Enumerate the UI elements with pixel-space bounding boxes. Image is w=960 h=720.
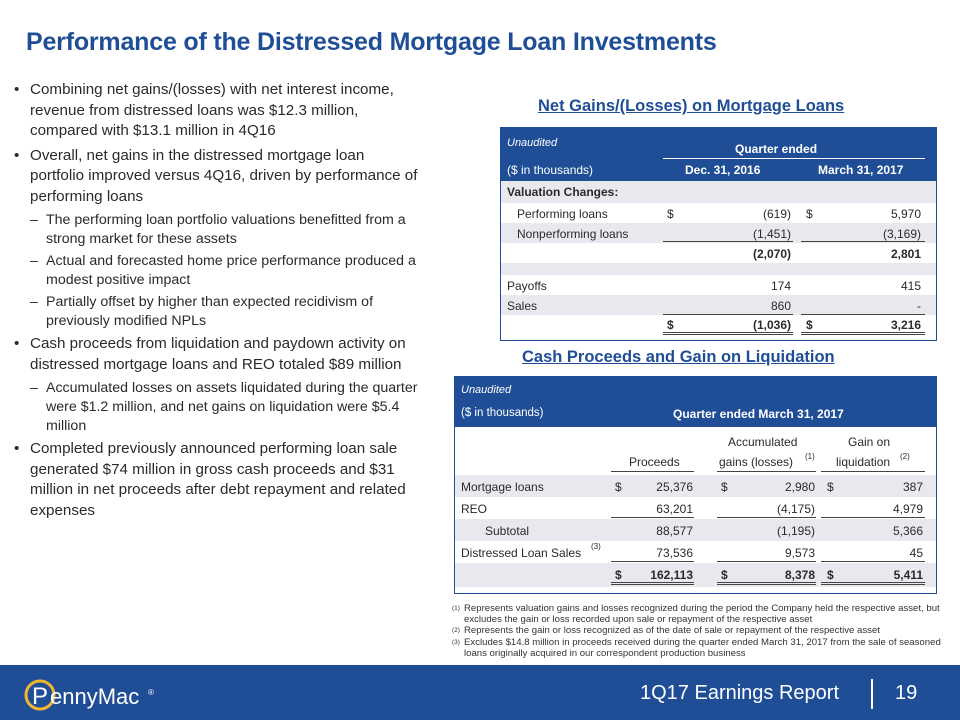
table-row	[501, 223, 936, 243]
double-underline	[821, 582, 925, 585]
currency-sign: $	[615, 480, 622, 494]
footnote: (2) Represents the gain or loss recognized as of the date of sale or repayment of the respective asset	[452, 625, 880, 637]
sub-bullet-item: – The performing loan portfolio valuations benefitted from a strong market for these assets	[30, 212, 406, 247]
logo-registered-mark: ®	[148, 688, 154, 697]
value-cell: 88,577	[656, 524, 693, 538]
report-title: 1Q17 Earnings Report	[640, 682, 840, 704]
row-label: Distressed Loan Sales	[461, 546, 582, 560]
footer-divider	[871, 679, 873, 709]
table-row	[501, 203, 936, 223]
footnote: (1) Represents valuation gains and losses recognized during the period the Company held the respective asset, but excludes the gain or loss recorded upon sale or repayment of the respective asset	[452, 603, 940, 626]
header-rule	[663, 158, 925, 159]
col-header: gains (losses)	[719, 455, 794, 469]
footnote: (3) Excludes $14.8 million in proceeds received during the quarter ended March 31, 2017 from the sale of seasoned loans originally acquired in our correspondent production business	[452, 636, 941, 659]
value-cell: 5,970	[890, 207, 921, 221]
total-cell: (1,036)	[752, 318, 791, 332]
bullet-text: Completed previously announced performing loan sale generated $74 million in gross cash proceeds and $31 million in net proceeds after debt repayment and related expenses	[30, 440, 406, 519]
col-header: Accumulated	[728, 435, 798, 449]
value-cell: 63,201	[656, 502, 693, 516]
sub-bullet-item: – Actual and forecasted home price performance produced a modest positive impact	[30, 253, 416, 288]
underline	[801, 241, 925, 242]
unaudited-label: Unaudited	[507, 137, 558, 149]
double-underline	[663, 332, 793, 335]
value-cell: (3,169)	[882, 227, 921, 241]
quarter-ended-header: Quarter ended	[735, 142, 818, 156]
col-header-mar-2017: March 31, 2017	[818, 163, 904, 177]
value-cell: 860	[770, 299, 791, 313]
footnote-mark: (3)	[591, 542, 601, 551]
row-label: Payoffs	[507, 279, 547, 293]
sub-bullet-text: Partially offset by higher than expected recidivism of previously modified NPLs	[46, 294, 374, 329]
footnotes	[452, 603, 952, 659]
value-cell: -	[917, 299, 921, 313]
table-header	[501, 128, 936, 181]
underline	[663, 241, 793, 242]
underline	[611, 561, 694, 562]
footer-bar	[0, 665, 960, 720]
underline	[821, 517, 925, 518]
underline	[611, 471, 694, 472]
units-label: ($ in thousands)	[507, 163, 594, 177]
table-row	[455, 475, 936, 497]
currency-sign: $	[721, 568, 728, 582]
value-cell: 9,573	[784, 546, 815, 560]
bullet-item: • Combining net gains/(losses) with net interest income, revenue from distressed loans was $12.3 million, compared with $13.1 million in 4Q16	[14, 81, 394, 139]
table-row	[501, 275, 936, 295]
value-cell: 4,979	[892, 502, 923, 516]
sub-bullet-text: Actual and forecasted home price performance produced a modest positive impact	[46, 253, 416, 288]
table-row	[501, 295, 936, 315]
page-number: 19	[895, 682, 918, 704]
value-cell: 387	[902, 480, 923, 494]
currency-sign: $	[667, 207, 674, 221]
footnote-mark: (2)	[900, 452, 910, 461]
value-cell: (4,175)	[776, 502, 815, 516]
currency-sign: $	[721, 480, 728, 494]
currency-sign: $	[806, 318, 813, 332]
row-label: Nonperforming loans	[517, 227, 629, 241]
pennymac-logo-icon	[20, 675, 170, 715]
pennymac-logo	[20, 675, 170, 715]
double-underline	[611, 582, 694, 585]
page-title: Performance of the Distressed Mortgage Loan Investments	[26, 28, 717, 56]
unaudited-label: Unaudited	[461, 384, 512, 396]
net-gains-table	[500, 127, 937, 341]
table-row-total	[501, 315, 936, 337]
col-header: liquidation	[836, 455, 891, 469]
col-header: Gain on	[848, 435, 891, 449]
bullet-text: Overall, net gains in the distressed mortgage loan portfolio improved versus 4Q16, driven by performance of performing loans	[30, 146, 418, 205]
table-row	[455, 497, 936, 519]
currency-sign: $	[827, 480, 834, 494]
row-label: Subtotal	[485, 524, 530, 538]
currency-sign: $	[827, 568, 834, 582]
value-cell: 5,366	[892, 524, 923, 538]
value-cell: 45	[909, 546, 923, 560]
value-cell: (619)	[762, 207, 791, 221]
subtotal-cell: (2,070)	[752, 247, 791, 261]
column-header-row-2	[455, 448, 936, 475]
cash-proceeds-table	[454, 376, 937, 594]
row-label: REO	[461, 502, 488, 516]
bullet-item: • Cash proceeds from liquidation and paydown activity on distressed mortgage loans and REO totaled $89 million	[14, 335, 406, 373]
total-cell: 3,216	[890, 318, 921, 332]
units-label: ($ in thousands)	[461, 407, 544, 419]
row-label: Mortgage loans	[461, 480, 544, 494]
quarter-ended-header: Quarter ended March 31, 2017	[673, 407, 844, 421]
underline	[717, 561, 816, 562]
total-cell: 5,411	[893, 568, 923, 582]
underline	[821, 471, 925, 472]
row-label: Performing loans	[517, 207, 608, 221]
value-cell: (1,451)	[752, 227, 791, 241]
sub-bullet-text: Accumulated losses on assets liquidated during the quarter were $1.2 million, and net gains on liquidation were $5.4 million	[46, 380, 418, 434]
value-cell: (1,195)	[776, 524, 815, 538]
value-cell: 25,376	[656, 480, 693, 494]
value-cell: 415	[900, 279, 921, 293]
currency-sign: $	[667, 318, 674, 332]
double-underline	[801, 332, 925, 335]
currency-sign: $	[615, 568, 622, 582]
logo-text: ennyMac	[50, 684, 140, 709]
row-label: Sales	[507, 299, 538, 313]
table-row	[501, 263, 936, 275]
table-row	[455, 519, 936, 541]
underline	[821, 561, 925, 562]
bullet-list	[12, 80, 422, 525]
sub-bullet-item: – Accumulated losses on assets liquidated during the quarter were $1.2 million, and net gains on liquidation were $5.4 million	[30, 380, 418, 434]
column-header-row-1	[455, 427, 936, 448]
sub-bullet-text: The performing loan portfolio valuations benefitted from a strong market for these assets	[46, 212, 406, 247]
table-row	[501, 181, 936, 203]
double-underline	[717, 582, 816, 585]
sub-bullet-item: – Partially offset by higher than expected recidivism of previously modified NPLs	[30, 294, 374, 329]
underline	[717, 471, 816, 472]
cash-proceeds-table-title: Cash Proceeds and Gain on Liquidation	[522, 348, 835, 366]
value-cell: 73,536	[656, 546, 693, 560]
table-header	[455, 377, 936, 427]
underline	[717, 517, 816, 518]
table-row-total	[455, 563, 936, 587]
col-header-dec-2016: Dec. 31, 2016	[685, 163, 761, 177]
subtotal-cell: 2,801	[890, 247, 921, 261]
underline	[611, 517, 694, 518]
net-gains-table-title: Net Gains/(Losses) on Mortgage Loans	[538, 97, 845, 115]
col-header: Proceeds	[629, 455, 680, 469]
table-row	[455, 541, 936, 563]
value-cell: 174	[770, 279, 791, 293]
bullet-text: Combining net gains/(losses) with net interest income, revenue from distressed loans was $12.3 million, compared with $13.1 million in 4Q16	[30, 81, 394, 139]
total-cell: 8,378	[784, 568, 815, 582]
value-cell: 2,980	[784, 480, 815, 494]
footnote-mark: (1)	[805, 452, 815, 461]
section-label: Valuation Changes:	[507, 185, 619, 199]
currency-sign: $	[806, 207, 813, 221]
bullet-text: Cash proceeds from liquidation and paydown activity on distressed mortgage loans and REO totaled $89 million	[30, 335, 406, 373]
total-cell: 162,113	[650, 568, 693, 582]
bullet-item: • Completed previously announced performing loan sale generated $74 million in gross cash proceeds and $31 million in net proceeds after debt repayment and related expenses	[14, 440, 406, 519]
logo-p: P	[32, 683, 49, 710]
table-row	[501, 243, 936, 263]
bullet-item: • Overall, net gains in the distressed mortgage loan portfolio improved versus 4Q16, driven by performance of performing loans	[14, 146, 418, 205]
